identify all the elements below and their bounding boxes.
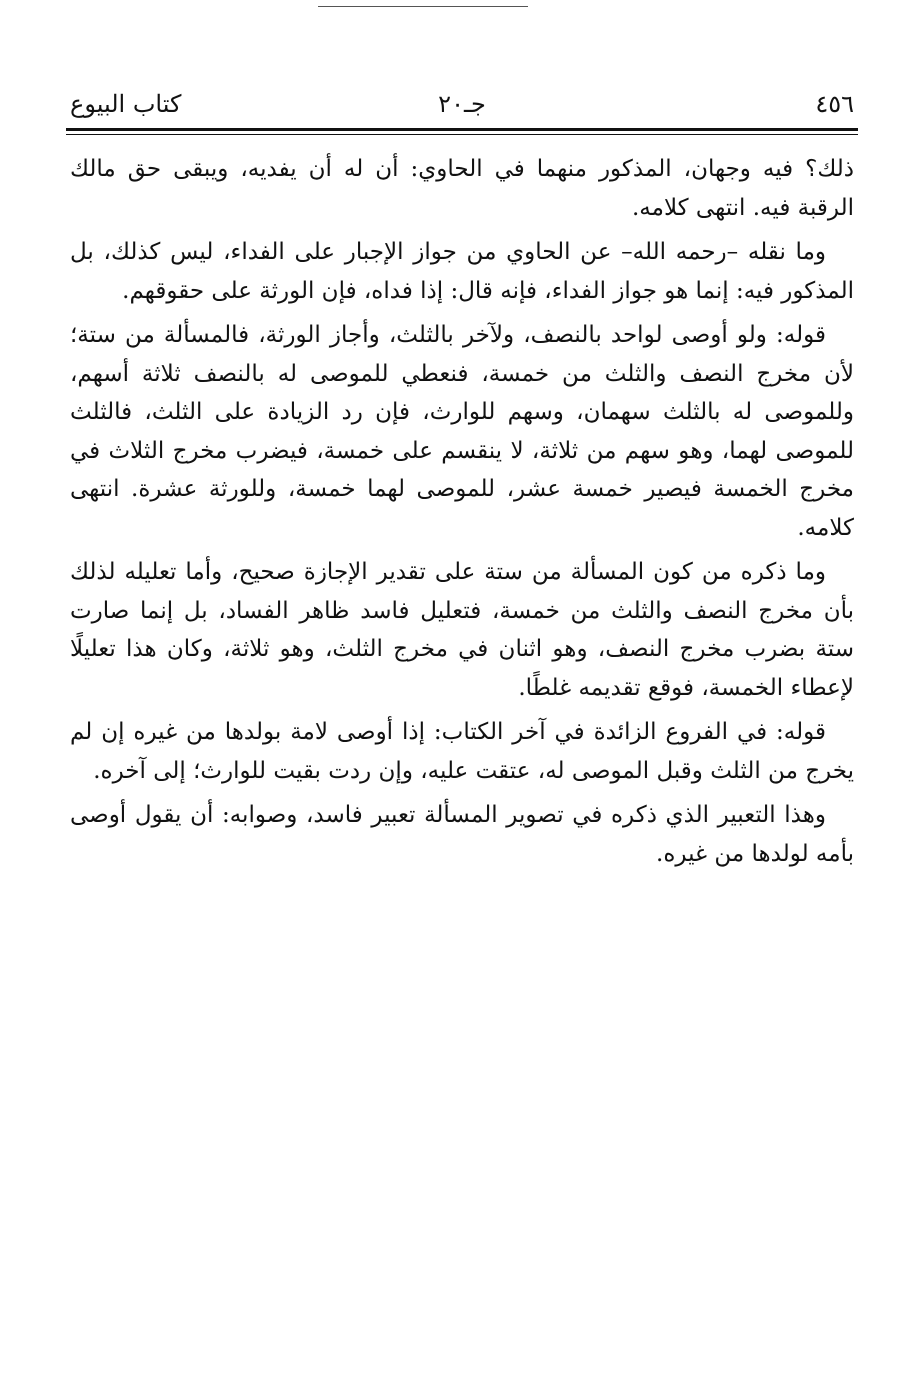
paragraph: وما نقله –رحمه الله– عن الحاوي من جواز الإجبار على الفداء، ليس كذلك، بل المذكور فيه: إنما هو جواز الفداء، فإنه قال: إذا فداه، فإن الورثة على حقوقهم. [70,239,854,304]
body-text [70,150,854,879]
header-rule-thin [66,134,858,135]
paragraph: وما ذكره من كون المسألة من ستة على تقدير الإجازة صحيح، وأما تعليله لذلك بأن مخرج النصف والثلث من خمسة، فتعليل فاسد ظاهر الفساد، بل إنما صارت ستة بضرب مخرج النصف، وهو اثنان في مخرج الثلث، وهو ثلاثة، وكان هذا تعليلًا لإعطاء الخمسة، فوقع تقديمه غلطًا. [70,559,854,701]
page-header [70,84,854,124]
header-rule-thick [66,128,858,131]
page-number: ٤٥٦ [815,90,854,118]
book-title: كتاب البيوع [70,90,182,118]
paragraph: ذلك؟ فيه وجهان، المذكور منهما في الحاوي: أن له أن يفديه، ويبقى حق مالك الرقبة فيه. انتهى كلامه. [70,156,854,221]
paragraph: قوله: في الفروع الزائدة في آخر الكتاب: إذا أوصى لامة بولدها من غيره إن لم يخرج من الثلث وقبل الموصى له، عتقت عليه، وإن ردت بقيت للوارث؛ إلى آخره. [70,719,854,784]
volume-label: جـ٢٠ [438,90,486,118]
paragraph: قوله: ولو أوصى لواحد بالنصف، ولآخر بالثلث، وأجاز الورثة، فالمسألة من ستة؛ لأن مخرج النصف والثلث من خمسة، فنعطي للموصى له بالنصف ثلاثة أسهم، وللموصى له بالثلث سهمان، وسهم للوارث، فإن رد الزيادة على الثلث، فالثلث للموصى لهما، وهو سهم من ثلاثة، لا ينقسم على خمسة، فيضرب مخرج الثلاث في مخرج الخمسة فيصير خمسة عشر، للموصى لهما خمسة، وللورثة عشرة. انتهى كلامه. [70,322,854,541]
paragraph: وهذا التعبير الذي ذكره في تصوير المسألة تعبير فاسد، وصوابه: أن يقول أوصى بأمه لولدها من غيره. [70,802,854,867]
top-decorative-rule [318,6,528,7]
